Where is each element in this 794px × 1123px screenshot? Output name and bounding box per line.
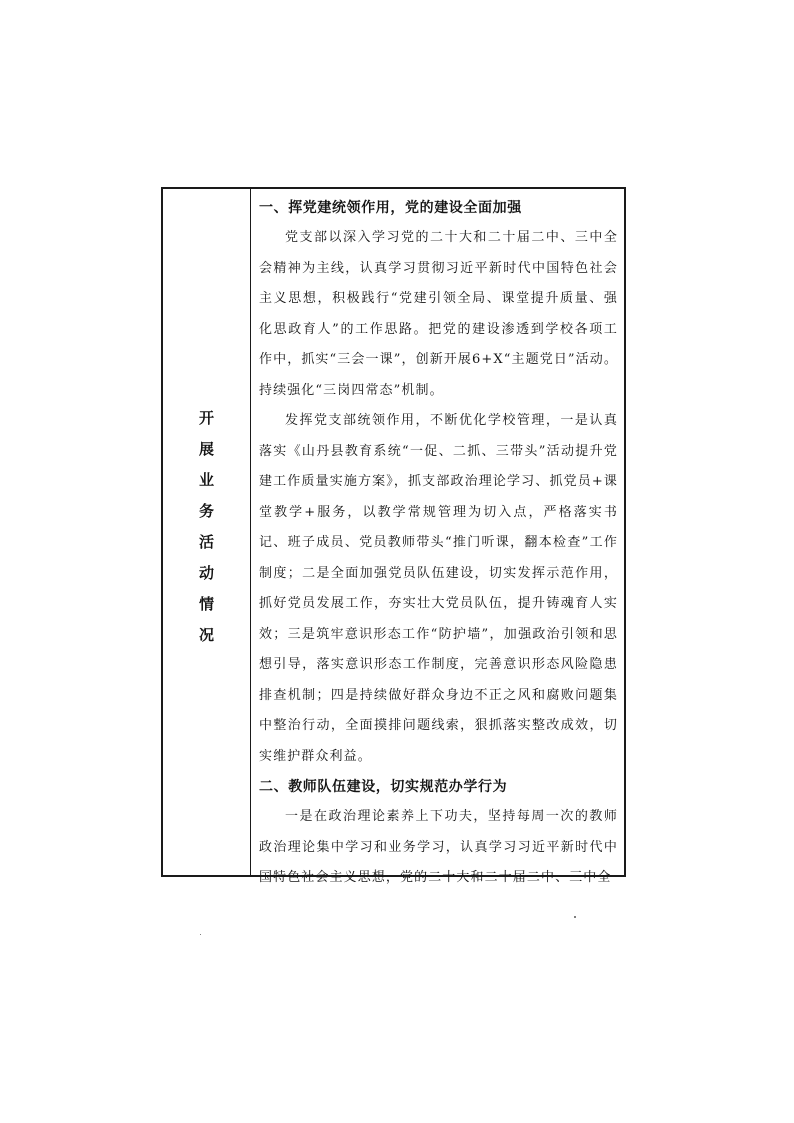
paragraph-party-study: 党支部以深入学习党的二十大和二十届二中、三中全会精神为主线，认真学习贯彻习近平新时代中国特色社会主义思想，积极践行“党建引领全局、课堂提升质量、强化思政育人”的工作思路。把党的建设渗透到学校各项工作中，抓实“三会一课”，创新开展6+X“主题党日”活动。持续强化“三岗四常态”机制。 [259,230,618,398]
content-cell [251,189,624,885]
section-heading-teacher-team: 二、教师队伍建设，切实规范办学行为 [259,779,508,795]
scan-speck [200,934,201,935]
section-heading-party-building: 一、挥党建统领作用，党的建设全面加强 [259,200,522,216]
row-label-cell [163,189,251,875]
row-label: 开展业务活动情况 [197,410,215,658]
report-table [161,187,626,885]
paragraph-branch-leadership: 发挥党支部统领作用，不断优化学校管理，一是认真落实《山丹县教育系统“一促、二抓、三带头”活动提升党建工作质量实施方案》，抓支部政治理论学习、抓党员+课堂教学+服务，以教学常规管理为切入点，严格落实书记、班子成员、党员教师带头“推门听课，翻本检查”工作制度；二是全面加强党员队伍建设，切实发挥示范作用，抓好党员发展工作，夯实壮大党员队伍，提升铸魂育人实效；三是筑牢意识形态工作“防护墙”，加强政治引领和思想引导，落实意识形态工作制度，完善意识形态风险隐患排查机制；四是持续做好群众身边不正之风和腐败问题集中整治行动，全面摸排问题线索，狠抓落实整改成效，切实维护群众利益。 [259,413,618,764]
scan-speck [574,916,576,918]
paragraph-political-theory: 一是在政治理论素养上下功夫，坚持每周一次的教师政治理论集中学习和业务学习，认真学习习近平新时代中国特色社会主义思想，党的二十大和二十届二中、三中全 [259,809,618,885]
